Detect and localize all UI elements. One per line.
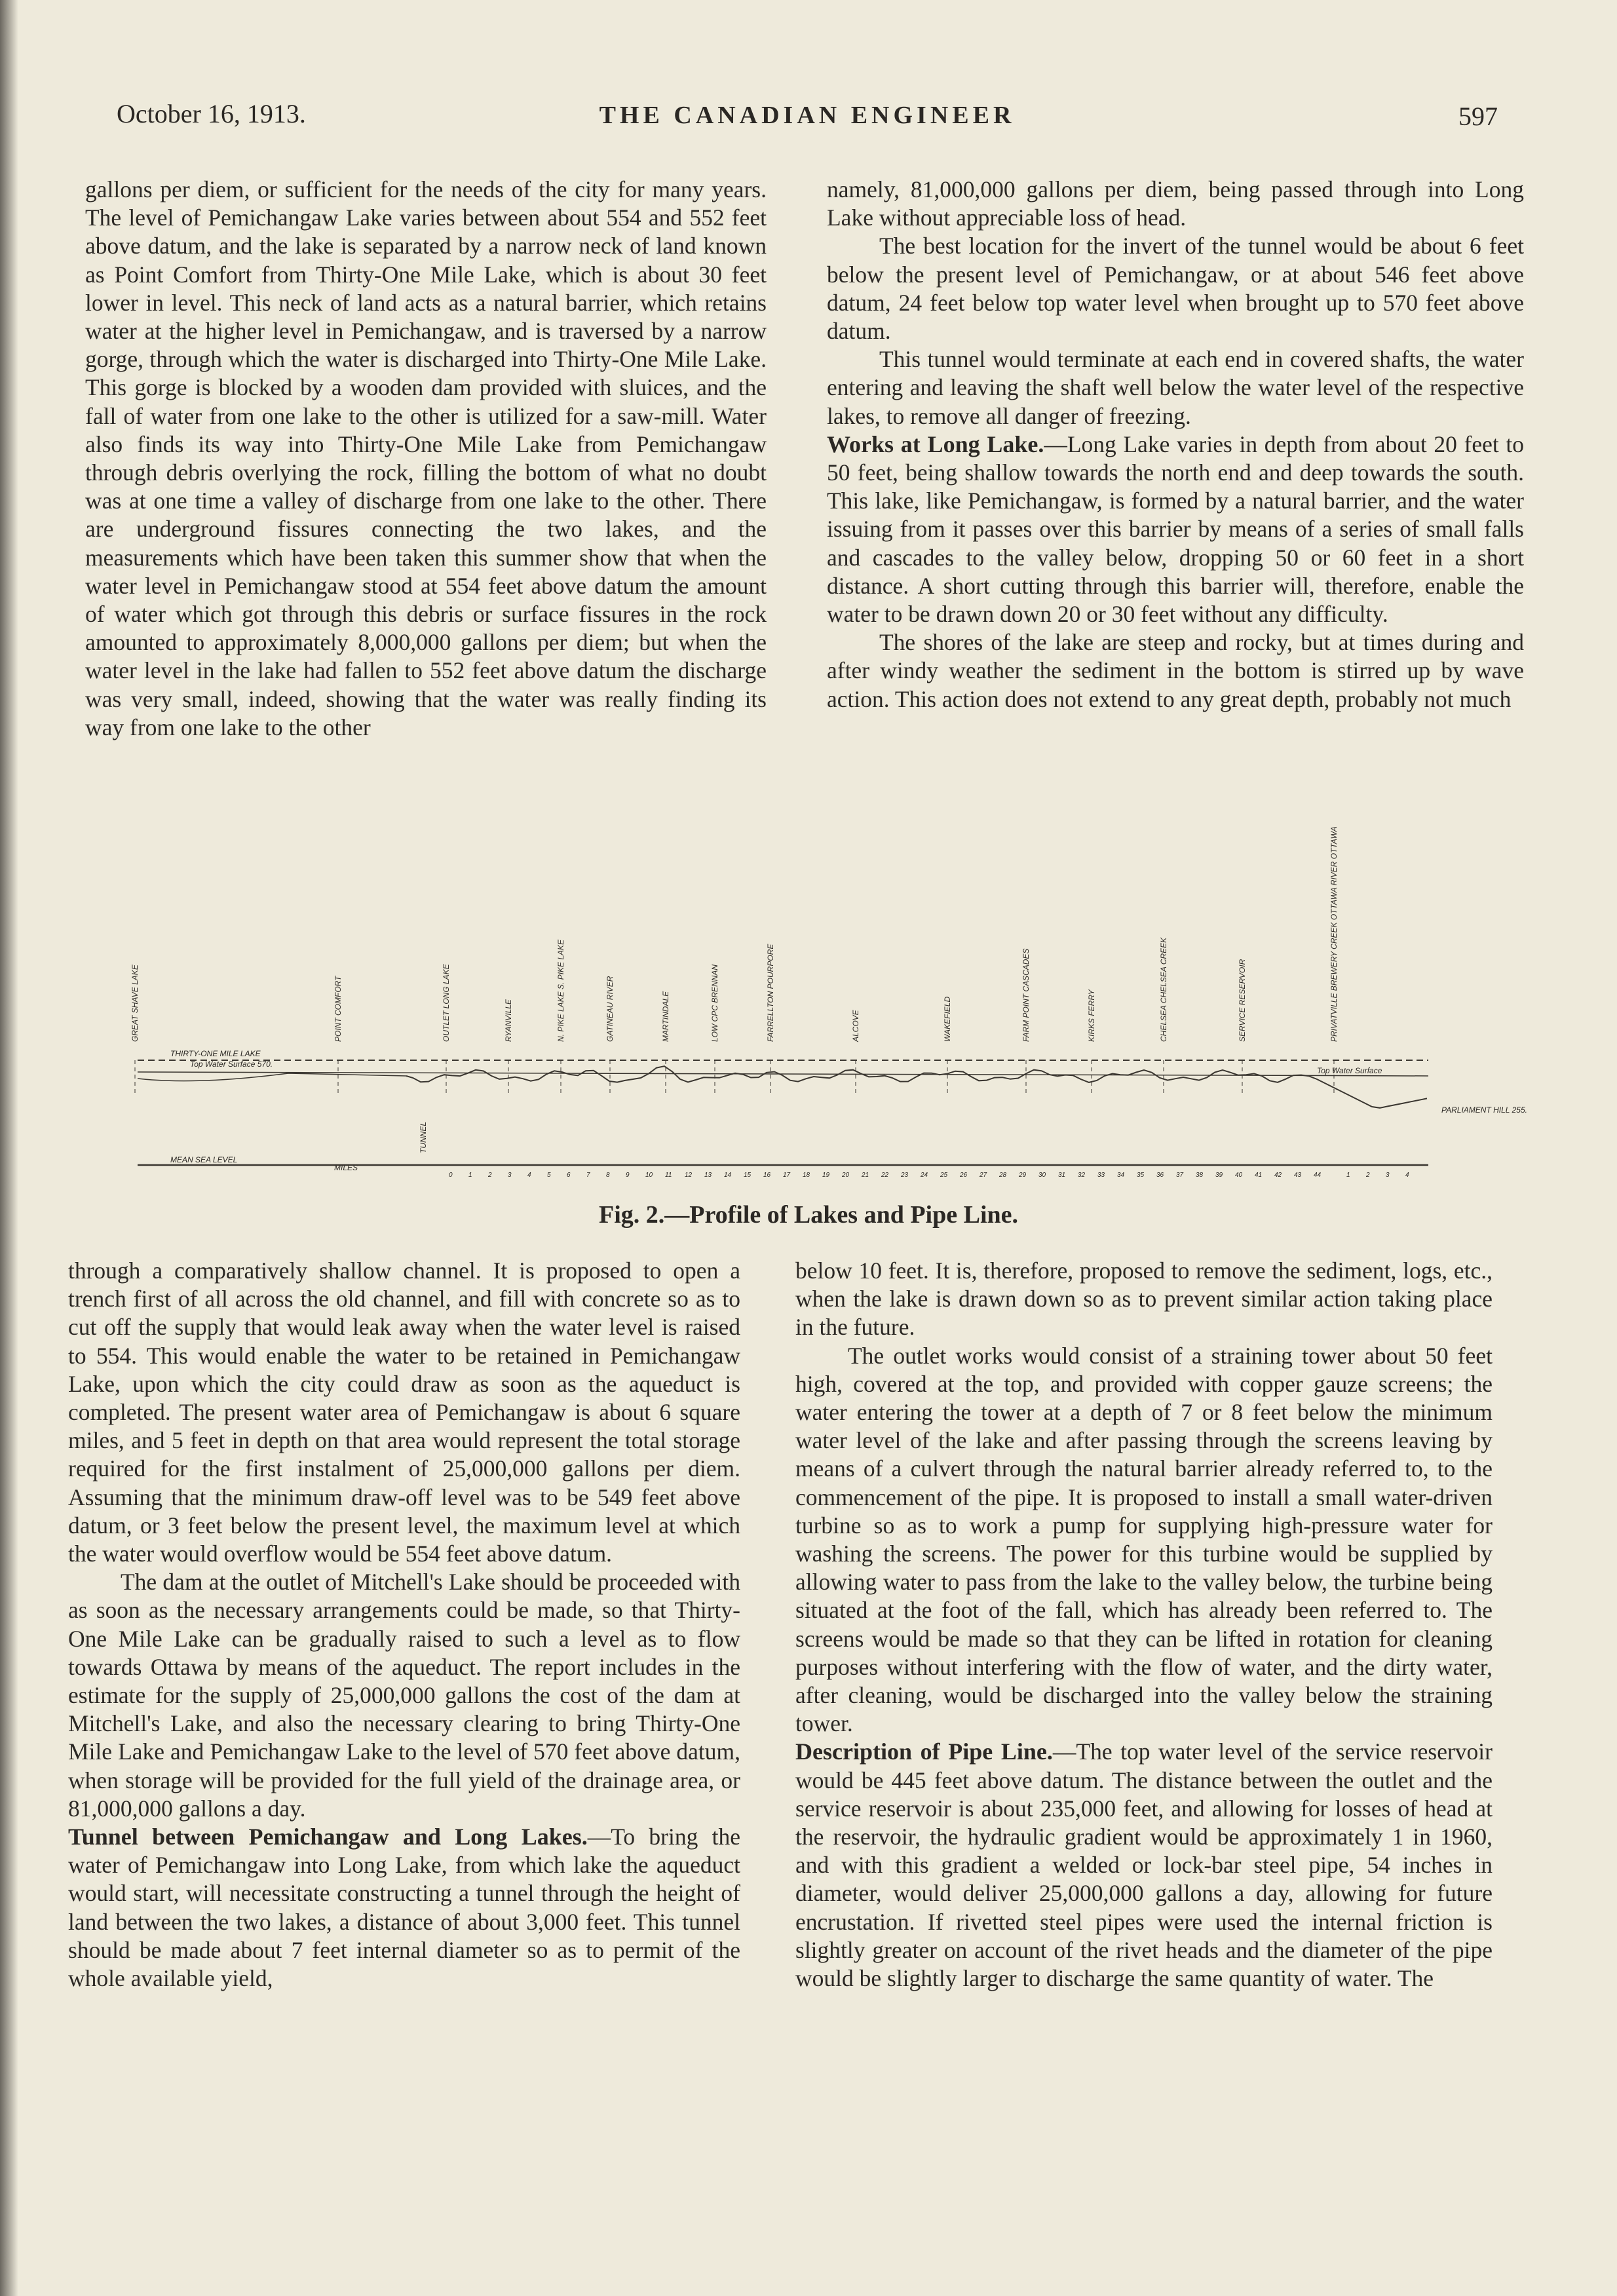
mile-tick: 30	[1038, 1172, 1046, 1179]
mile-tick: 23	[901, 1172, 909, 1179]
mile-tick: 1	[468, 1172, 472, 1179]
mile-tick: 7	[586, 1172, 590, 1179]
mile-tick: 28	[999, 1172, 1007, 1179]
mile-tick: 13	[704, 1172, 712, 1179]
paragraph: The best location for the invert of the tunnel would be about 6 feet below the present level of Pemichangaw, or at about 546 feet above datum, 24 feet below top water level when brought up to 570 feet above datum.	[827, 233, 1524, 345]
section-heading: Works at Long Lake.	[827, 430, 1044, 457]
station-label: FARM POINT CASCADES	[1021, 948, 1031, 1042]
page-header	[117, 98, 1498, 144]
mile-tick: 26	[960, 1172, 968, 1179]
msl-label: MEAN SEA LEVEL	[170, 1155, 238, 1164]
mile-tick: 31	[1058, 1172, 1066, 1179]
mile-tick: 27	[980, 1172, 987, 1179]
station-label: LOW CPC BRENNAN	[710, 964, 719, 1042]
section-heading: Description of Pipe Line.	[795, 1738, 1053, 1765]
surface-label: Top Water Surface 570.	[190, 1060, 273, 1069]
mile-tick: 35	[1137, 1172, 1145, 1179]
mile-tick: 4	[527, 1172, 531, 1179]
mile-tick: 15	[744, 1172, 751, 1179]
paragraph: namely, 81,000,000 gallons per diem, being passed through into Long Lake without appreciable loss of head.	[827, 176, 1524, 231]
mile-tick: 17	[783, 1172, 791, 1179]
mile-tick: 43	[1294, 1172, 1302, 1179]
mile-tick: 0	[449, 1172, 453, 1179]
mile-tick: 39	[1215, 1172, 1223, 1179]
mile-tick: 6	[567, 1172, 571, 1179]
station-labels	[130, 826, 1339, 1043]
mile-tick: 11	[665, 1172, 672, 1179]
column-top-right	[827, 176, 1524, 714]
paragraph: gallons per diem, or sufficient for the needs of the city for many years. The level of Pemichangaw Lake varies between about 554 and 552 feet above datum, and the lake is separated by a narrow neck of land known as Point Comfort from Thirty-One Mile Lake, which is about 30 feet lower in level. This neck of land acts as a natural barrier, which retains water at the higher level in Pemichangaw, and is traversed by a narrow gorge, through which the water is discharged into Thirty-One Mile Lake. This gorge is blocked by a wooden dam provided with sluices, and the fall of water from one lake to the other is utilized for a saw-mill. Water also finds its way into Thirty-One Mile Lake from Pemichangaw through debris overlying the rock, filling the bottom of what no doubt was at one time a valley of discharge from one lake to the other. There are underground fissures connecting the two lakes, and the measurements which have been taken this summer show that when the water level in Pemichangaw stood at 554 feet above datum the amount of water which got through this debris or surface fissures in the rock amounted to approximately 8,000,000 gallons per diem; but when the water level in the lake had fallen to 552 feet above datum the discharge was very small, indeed, showing that the water was really finding its way from one lake to the other	[85, 176, 767, 740]
station-label: POINT COMFORT	[333, 976, 343, 1042]
extra-tick: 1	[1346, 1172, 1350, 1179]
journal-title: THE CANADIAN ENGINEER	[599, 102, 1016, 129]
station-label: MARTINDALE	[661, 991, 670, 1042]
mile-tick: 40	[1235, 1172, 1243, 1179]
lake-bed-line	[138, 1073, 406, 1081]
station-label: OUTLET LONG LAKE	[442, 964, 451, 1042]
mile-tick: 38	[1196, 1172, 1204, 1179]
paragraph: This tunnel would terminate at each end in covered shafts, the water entering and leaving the shaft well below the water level of the respective lakes, to remove all danger of freezing.	[827, 346, 1524, 429]
paragraph: The shores of the lake are steep and rocky, but at times during and after windy weather the sediment in the bottom is stirred up by wave action. This action does not extend to any great depth, probably not much	[827, 629, 1524, 712]
mile-tick: 2	[488, 1172, 492, 1179]
mile-tick: 32	[1078, 1172, 1086, 1179]
mile-tick: 14	[724, 1172, 732, 1179]
mile-tick: 20	[842, 1172, 850, 1179]
mile-tick: 37	[1176, 1172, 1184, 1179]
station-label: N. PIKE LAKE S. PIKE LAKE	[556, 939, 565, 1042]
mile-tick: 12	[685, 1172, 693, 1179]
binding-shadow	[0, 0, 18, 2296]
mile-tick: 34	[1117, 1172, 1125, 1179]
mile-tick: 3	[508, 1172, 512, 1179]
column-top-left	[85, 176, 767, 742]
station-label: SERVICE RESERVOIR	[1238, 959, 1247, 1042]
extra-tick: 2	[1366, 1172, 1370, 1179]
station-label: FARRELLTON POURPORE	[766, 944, 775, 1042]
mile-tick: 8	[606, 1172, 610, 1179]
paragraph-body: —Long Lake varies in depth from about 20 feet to 50 feet, being shallow towards the north end and deep towards the south. This lake, like Pemichangaw, is formed by a natural barrier, and the water issuing from it passes over this barrier by means of a series of small falls and cascades to the valley below, dropping 50 or 60 feet in a short distance. A short cutting through this barrier will, therefore, enable the water to be drawn down 20 or 30 feet without any difficulty.	[827, 430, 1524, 628]
lake-label: THIRTY-ONE MILE LAKE	[170, 1049, 261, 1058]
mile-tick: 10	[645, 1172, 653, 1179]
issue-date: October 16, 1913.	[117, 99, 306, 128]
extra-tick: 3	[1386, 1172, 1390, 1179]
station-lines	[135, 1060, 1334, 1094]
mile-tick: 16	[763, 1172, 771, 1179]
mile-ticks	[449, 1172, 1409, 1179]
station-label: CHELSEA CHELSEA CREEK	[1159, 937, 1168, 1042]
extra-tick: 4	[1405, 1172, 1409, 1179]
paragraph: through a comparatively shallow channel. It is proposed to open a trench first of all across the old channel, and fill with concrete so as to cut off the supply that would leak away when the water level is raised to 554. This would enable the water to be retained in Pemichangaw Lake, upon which the city could draw as soon as the aqueduct is completed. The present water area of Pemichangaw is about 6 square miles, and 5 feet in depth on that area would represent the total storage required for the first instalment of 25,000,000 gallons per diem. Assuming that the minimum draw-off level was to be 549 feet above datum, or 3 feet below the present level, the maximum level at which the water would overflow would be 554 feet above datum.	[68, 1257, 740, 1567]
station-label: PRIVATVILLE BREWERY CREEK OTTAWA RIVER OTTAWA	[1329, 826, 1339, 1042]
column-bottom-left	[68, 1257, 740, 1993]
paragraph: The outlet works would consist of a straining tower about 50 feet high, covered at the top, and provided with copper gauze screens; the water entering the tower at a depth of 7 or 8 feet below the minimum water level of the lake and after passing through the screens leaving by means of a culvert through the natural barrier already referred to, to the commencement of the pipe. It is proposed to install a small water-driven turbine so as to work a pump for supplying high-pressure water for washing the screens. The power for this turbine would be supplied by allowing water to pass from the lake to the valley below, the turbine being situated at the foot of the fall, which has already been referred to. The screens would be made so that they can be lifted in rotation for cleaning purposes without interfering with the flow of water, and the dirty water, after cleaning, would be discharged into the valley below the straining tower.	[795, 1342, 1493, 1737]
paragraph-body: —The top water level of the service reservoir would be 445 feet above datum. The distance between the outlet and the service reservoir is about 235,000 feet, and allowing for losses of head at the reservoir, the hydraulic gradient would be approximately 1 in 1960, and with this gradient a welded or lock-bar steel pipe, 54 inches in diameter, would deliver 25,000,000 gallons a day, allowing for future encrustation. If rivetted steel pipes were used the internal friction is slightly greater on account of the rivet heads and the diameter of the pipe would be slightly larger to discharge the same quantity of water. The	[795, 1738, 1493, 1992]
section-heading: Tunnel between Pemichangaw and Long Lakes.	[68, 1824, 588, 1850]
mile-tick: 33	[1097, 1172, 1105, 1179]
mile-tick: 21	[862, 1172, 869, 1179]
paragraph: below 10 feet. It is, therefore, proposed to remove the sediment, logs, etc., when the lake is drawn down so as to prevent similar action taking place in the future.	[795, 1257, 1493, 1341]
ground-profile-line	[406, 1066, 1427, 1108]
mile-tick: 9	[626, 1172, 630, 1179]
miles-label: MILES	[334, 1163, 358, 1172]
mile-tick: 29	[1019, 1172, 1027, 1179]
station-label: GATINEAU RIVER	[605, 976, 615, 1042]
profile-figure	[118, 826, 1527, 1186]
figure-caption: Fig. 2.—Profile of Lakes and Pipe Line.	[598, 1201, 1019, 1229]
station-label: GREAT SHAVE LAKE	[130, 965, 140, 1042]
mile-tick: 22	[881, 1172, 889, 1179]
station-label: WAKEFIELD	[943, 996, 952, 1042]
mile-tick: 41	[1255, 1172, 1263, 1179]
mile-tick: 19	[822, 1172, 830, 1179]
column-bottom-right	[795, 1257, 1493, 1993]
paragraph: The dam at the outlet of Mitchell's Lake should be proceeded with as soon as the necessary arrangements could be made, so that Thirty-One Mile Lake can be gradually raised to such a level as to flow towards Ottawa by means of the aqueduct. The report includes in the estimate for the supply of 25,000,000 gallons the cost of the dam at Mitchell's Lake, and also the necessary clearing to bring Thirty-One Mile Lake and Pemichangaw Lake to the level of 570 feet above datum, when storage will be provided for the full yield of the drainage area, or 81,000,000 gallons a day.	[68, 1569, 740, 1822]
profile-diagram	[118, 826, 1527, 1186]
mile-tick: 44	[1314, 1172, 1322, 1179]
station-label: ALCOVE	[851, 1010, 860, 1042]
mile-tick: 5	[547, 1172, 551, 1179]
paragraph-body: —To bring the water of Pemichangaw into Long Lake, from which lake the aqueduct would start, will necessitate constructing a tunnel through the height of land between the two lakes, a distance of about 3,000 feet. This tunnel should be made about 7 feet internal diameter so as to permit of the whole available yield,	[68, 1824, 740, 1992]
mile-tick: 42	[1274, 1172, 1282, 1179]
top-water-label: Top Water Surface	[1317, 1066, 1382, 1075]
mile-tick: 25	[940, 1172, 948, 1179]
tunnel-label: TUNNEL	[419, 1121, 428, 1153]
mile-tick: 36	[1156, 1172, 1164, 1179]
parliament-label: PARLIAMENT HILL 255.	[1441, 1105, 1527, 1115]
station-label: KIRKS FERRY	[1087, 989, 1096, 1042]
page-number: 597	[1458, 102, 1498, 131]
station-label: RYANVILLE	[504, 999, 513, 1042]
mile-tick: 24	[921, 1172, 928, 1179]
mile-tick: 18	[803, 1172, 810, 1179]
